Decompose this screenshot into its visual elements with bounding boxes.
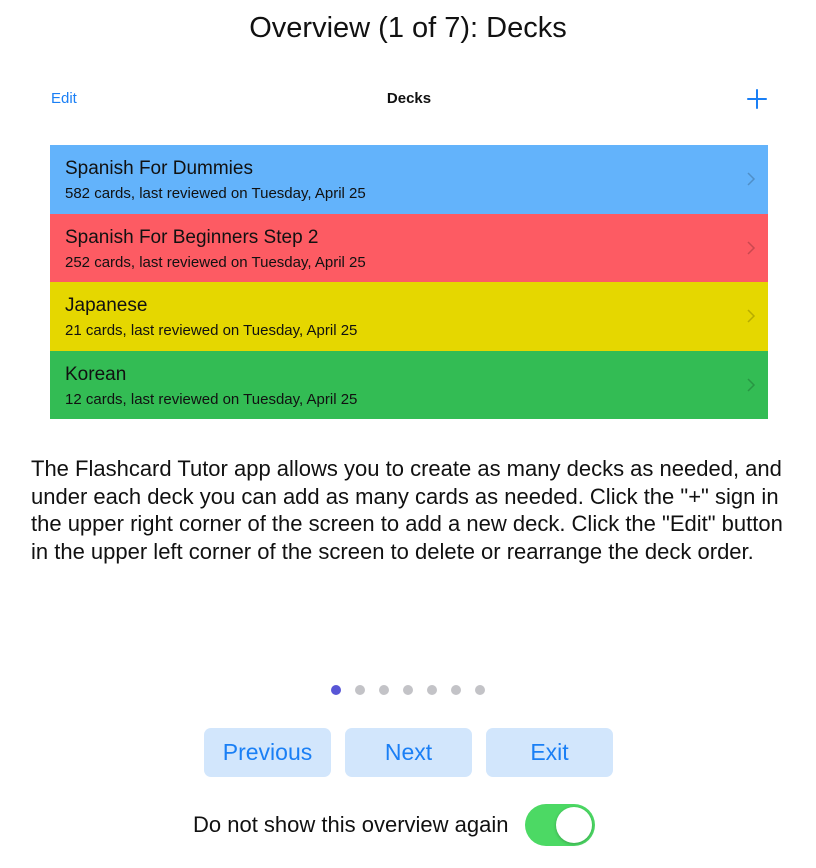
deck-row[interactable] [50, 351, 768, 420]
deck-name: Spanish For Dummies [65, 158, 253, 179]
page-dot[interactable] [355, 685, 365, 695]
deck-subtitle: 21 cards, last reviewed on Tuesday, April 25 [65, 322, 358, 339]
add-deck-button[interactable] [746, 86, 768, 110]
chevron-right-icon [746, 240, 756, 256]
page-dot[interactable] [451, 685, 461, 695]
page-dot[interactable] [379, 685, 389, 695]
chevron-right-icon [746, 377, 756, 393]
page-dot[interactable] [331, 685, 341, 695]
dont-show-again-label: Do not show this overview again [193, 812, 509, 837]
deck-name: Spanish For Beginners Step 2 [65, 226, 319, 248]
dont-show-again-toggle[interactable] [525, 804, 595, 846]
page-dot[interactable] [403, 685, 413, 695]
deck-subtitle: 12 cards, last reviewed on Tuesday, April 25 [65, 390, 358, 408]
overview-description: The Flashcard Tutor app allows you to create as many decks as needed, and under each deck you can add as many cards as needed. Click the "+" sign in the upper right corner of the screen to add a new deck. Click the "Edit" button in the upper left corner of the screen to delete or rearrange the deck order. [31, 456, 783, 564]
nav-buttons [204, 728, 613, 777]
exit-button[interactable]: Exit [486, 728, 613, 777]
next-button[interactable]: Next [345, 728, 472, 777]
page-title: Overview (1 of 7): Decks [249, 12, 567, 44]
decks-navbar [50, 84, 768, 116]
toggle-knob [556, 807, 592, 843]
page-indicator[interactable] [0, 685, 816, 695]
chevron-right-icon [746, 171, 756, 187]
page-dot[interactable] [427, 685, 437, 695]
navbar-title: Decks [386, 90, 432, 107]
chevron-right-icon [746, 308, 756, 324]
edit-button[interactable]: Edit [51, 90, 77, 107]
page-dot[interactable] [475, 685, 485, 695]
deck-subtitle: 252 cards, last reviewed on Tuesday, April 25 [65, 253, 366, 271]
deck-row[interactable] [50, 282, 768, 351]
deck-row[interactable] [50, 214, 768, 283]
deck-subtitle: 582 cards, last reviewed on Tuesday, April 25 [65, 185, 366, 202]
deck-name: Korean [65, 363, 127, 385]
previous-button[interactable]: Previous [204, 728, 331, 777]
deck-row[interactable] [50, 145, 768, 214]
deck-list [50, 145, 768, 419]
plus-icon [746, 86, 768, 110]
dont-show-again-row [193, 804, 595, 846]
deck-name: Japanese [65, 295, 148, 316]
